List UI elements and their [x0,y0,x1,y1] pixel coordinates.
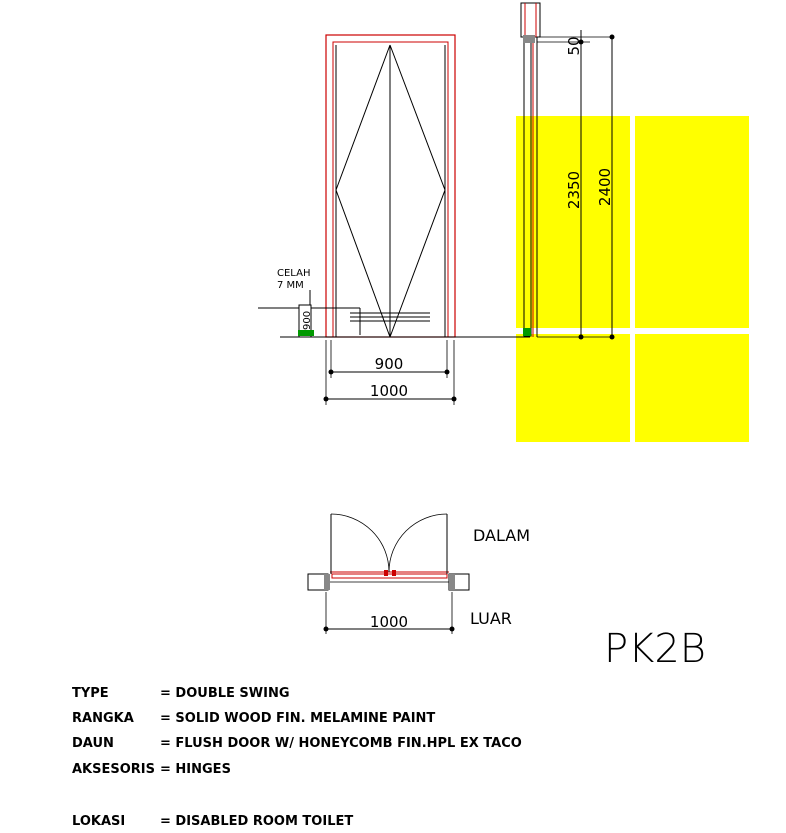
plan-leaves [332,574,447,578]
spec-key: RANGKA [72,711,134,726]
hardware-label: 900 [302,310,313,330]
dim-text-2350: 2350 [565,170,583,210]
spec-row [72,686,290,701]
spec-key: AKSESORIS [72,762,156,777]
spec-row [72,762,231,777]
door-plan [308,514,530,634]
highlight-tile [635,334,749,442]
section-sill [523,328,531,336]
swing-indicator-right [390,45,445,337]
location-row [72,814,353,829]
swing-indicator-left [336,45,390,337]
swing-arc-left [331,514,389,572]
section-head [521,3,540,37]
door-handle [392,570,396,576]
inside-label: DALAM [473,526,531,545]
spec-key: DAUN [72,736,114,751]
celah-label: CELAH [277,268,311,279]
outside-label: LUAR [470,609,512,628]
location-value: = DISABLED ROOM TOILET [160,814,354,829]
dim-text-1000: 1000 [369,382,409,400]
spec-value: = FLUSH DOOR W/ HONEYCOMB FIN.HPL EX TACO [160,736,522,751]
spec-row [72,711,435,726]
section-head-detail [523,35,535,43]
dim-text-2400: 2400 [596,167,614,207]
dim-text-900: 900 [374,355,404,373]
spec-value: = SOLID WOOD FIN. MELAMINE PAINT [160,711,436,726]
location-key: LOKASI [72,814,126,829]
spec-value: = DOUBLE SWING [160,686,290,701]
celah-value: 7 MM [277,280,304,291]
plan-dim-text: 1000 [369,613,409,631]
spec-row [72,736,522,751]
dim-text-50: 50 [565,36,583,56]
highlight-tile [516,334,630,442]
swing-arc-right [389,514,447,572]
width-dimensions [324,340,457,405]
highlight-tile [635,116,749,328]
highlight-area [516,116,749,442]
spec-value: = HINGES [160,762,231,777]
door-code: PK2B [604,626,706,672]
door-elevation [258,35,530,337]
door-handle [384,570,388,576]
spec-key: TYPE [72,686,109,701]
